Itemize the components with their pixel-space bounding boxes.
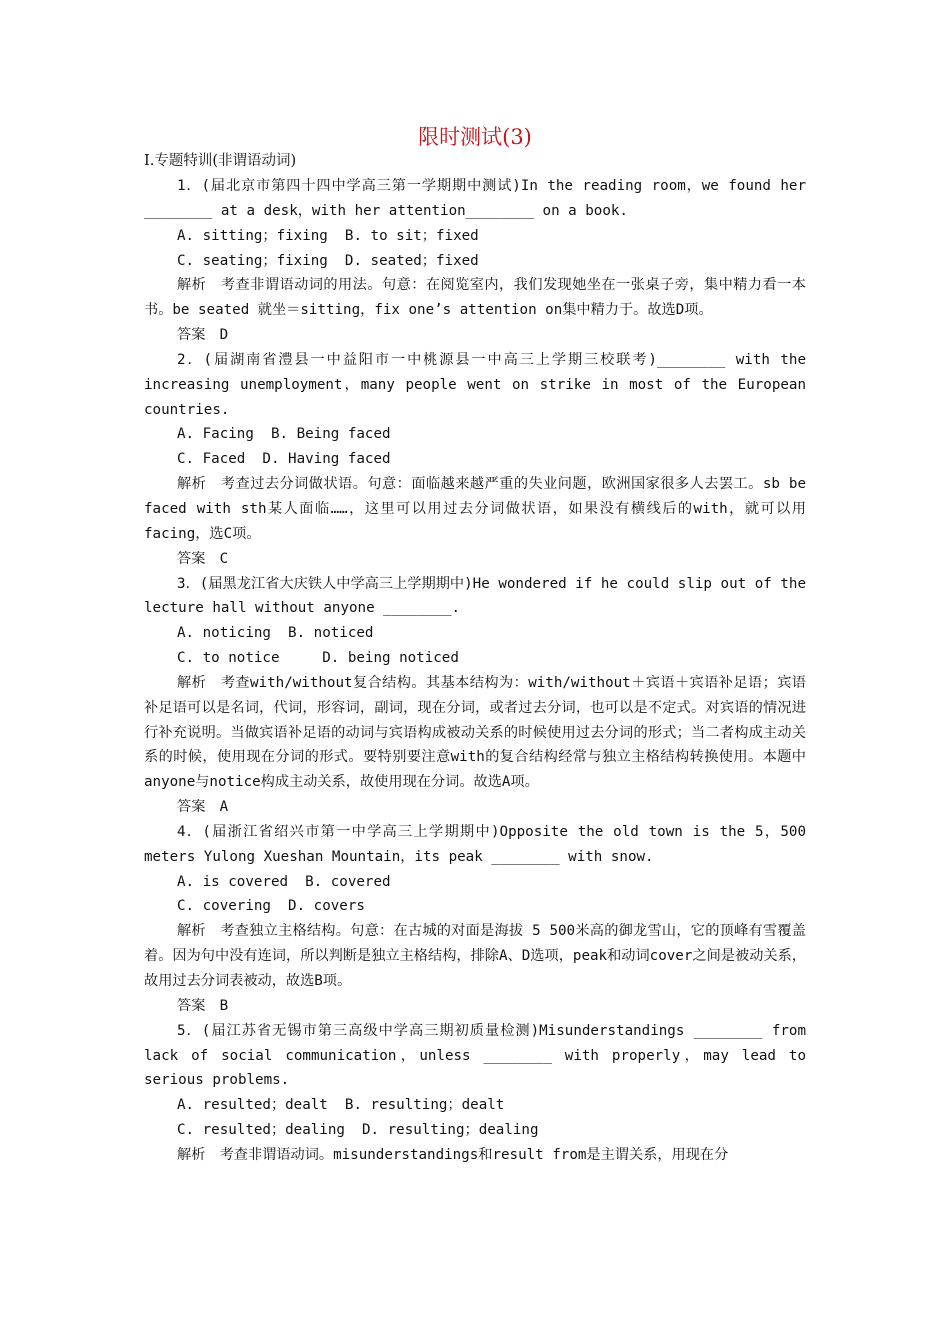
question-stem: 3．(届黑龙江省大庆铁人中学高三上学期期中)He wondered if he could slip out of the lecture hall without anyone ________. [144, 575, 815, 617]
question-answer: 答案 C [177, 550, 229, 567]
question-options: C. resulted；dealing D. resulting；dealing [177, 1122, 539, 1139]
question-stem: 2．(届湖南省澧县一中益阳市一中桃源县一中高三上学期三校联考)________ with the increasing unemployment，many people went on strike in most of the European countries. [144, 351, 815, 418]
question-analysis: 解析 考查过去分词做状语。句意：面临越来越严重的失业问题，欧洲国家很多人去罢工。sb be faced with sth某人面临……，这里可以用过去分词做状语，如果没有横线后的with，就可以用facing，选C项。 [144, 476, 815, 542]
question-analysis: 解析 考查非谓语动词的用法。句意：在阅览室内，我们发现她坐在一张桌子旁，集中精力看一本书。be seated 就坐＝sitting，fix one’s attention on集中精力于。故选D项。 [144, 277, 806, 319]
question-stem: 1．(届北京市第四十四中学高三第一学期期中测试)In the reading room，we found her ________ at a desk，with her attention________ on a book. [144, 178, 815, 219]
question-analysis: 解析 考查独立主格结构。句意：在古城的对面是海拔 5 500米高的御龙雪山，它的顶峰有雪覆盖着。因为句中没有连词，所以判断是独立主格结构，排除A、D选项，peak和动词cover之间是被动关系，故用过去分词表被动，故选B项。 [144, 923, 806, 989]
question-options: C. Faced D. Having faced [177, 451, 391, 468]
question-stem: 5．(届江苏省无锡市第三高级中学高三期初质量检测)Misunderstandings ________ from lack of social communication，unless ________ with properly，may lead to serious problems. [144, 1022, 815, 1089]
question-options: A. Facing B. Being faced [177, 426, 391, 443]
question-options: C. covering D. covers [177, 898, 365, 915]
question-answer: 答案 B [177, 997, 229, 1014]
question-analysis: 解析 考查with/without复合结构。其基本结构为：with/without＋宾语＋宾语补足语；宾语补足语可以是名词，代词，形容词，副词，现在分词，或者过去分词，也可以是不定式。对宾语的情况进行补充说明。当做宾语补足语的动词与宾语构成被动关系的时候使用过去分词的形式；当二者构成主动关系的时候，使用现在分词的形式。要特别要注意with的复合结构经常与独立主格结构转换使用。本题中anyone与notice构成主动关系，故使用现在分词。故选A项。 [144, 674, 806, 791]
page-title: 限时测试(3) [418, 125, 532, 149]
question-options: C. to notice D. being noticed [177, 650, 459, 667]
question-options: A. sitting；fixing B. to sit；fixed [177, 227, 479, 244]
question-options: A. resulted；dealt B. resulting；dealt [177, 1097, 505, 1114]
question-options: C. seating；fixing D. seated；fixed [177, 252, 479, 269]
question-stem: 4．(届浙江省绍兴市第一中学高三上学期期中)Opposite the old town is the 5，500 meters Yulong Xueshan Mountain，its peak ________ with snow. [144, 823, 815, 865]
question-options: A. is covered B. covered [177, 873, 391, 890]
section-heading: Ⅰ.专题特训(非谓语动词) [144, 153, 297, 169]
question-answer: 答案 D [177, 327, 229, 344]
question-analysis: 解析 考查非谓语动词。misunderstandings和result from是主谓关系，用现在分 [177, 1146, 729, 1163]
question-list [144, 174, 815, 1168]
question-options: A. noticing B. noticed [177, 625, 374, 642]
question-answer: 答案 A [177, 799, 229, 816]
